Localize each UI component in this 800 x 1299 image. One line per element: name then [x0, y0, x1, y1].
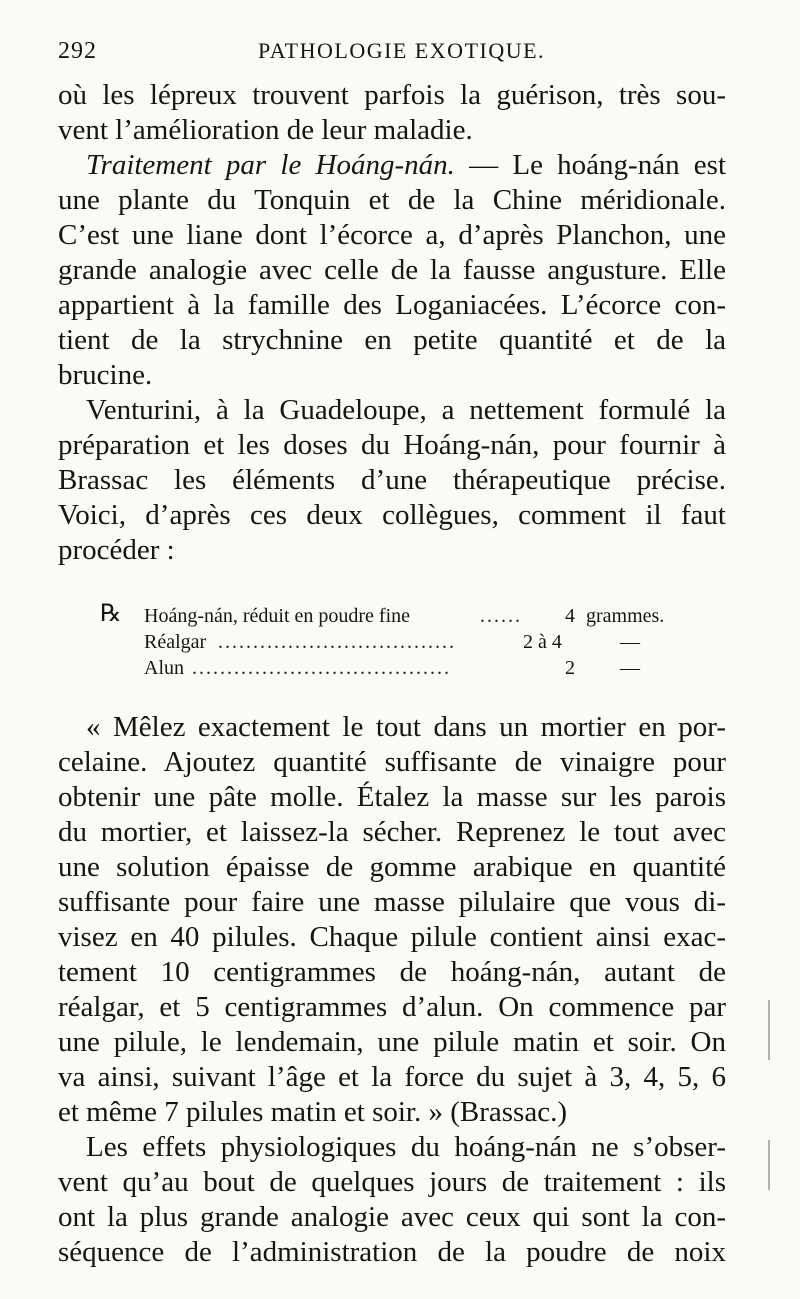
- text-line: tient de la strychnine en petite quantité et de la: [58, 324, 726, 356]
- prescription-row: [100, 603, 680, 629]
- ingredient-name: Alun: [144, 657, 184, 679]
- page-edge-mark: [768, 1140, 770, 1190]
- ingredient-unit: —: [620, 631, 640, 653]
- page-edge-mark: [768, 1000, 770, 1060]
- text-line: appartient à la famille des Loganiacées. L’écorce con-: [58, 289, 726, 321]
- prescription-row: [100, 629, 680, 655]
- text-line: [58, 148, 726, 183]
- text-line: séquence de l’administration de la poudre de noix: [58, 1236, 726, 1268]
- text-line: grande analogie avec celle de la fausse angusture. Elle: [58, 254, 726, 286]
- body-text-lower: [58, 710, 726, 1270]
- running-title: PATHOLOGIE EXOTIQUE.: [258, 38, 546, 63]
- text-line: où les lépreux trouvent parfois la guérison, très sou-: [58, 79, 726, 111]
- page-header: [58, 38, 738, 72]
- text-line: et même 7 pilules matin et soir. » (Brassac.): [58, 1096, 567, 1128]
- text-line: C’est une liane dont l’écorce a, d’après Planchon, une: [58, 219, 726, 251]
- text-line: visez en 40 pilules. Chaque pilule contient ainsi exac-: [58, 921, 726, 953]
- text-line: brucine.: [58, 359, 153, 391]
- text-line: obtenir une pâte molle. Étalez la masse sur les parois: [58, 781, 726, 813]
- prescription-table: [100, 603, 680, 681]
- text-line: tement 10 centigrammes de hoáng-nán, autant de: [58, 956, 726, 988]
- leader-dots: ......: [480, 605, 522, 627]
- ingredient-name: Hoáng-nán, réduit en poudre fine: [144, 605, 411, 627]
- ingredient-name: Réalgar: [144, 631, 207, 653]
- text-line: une plante du Tonquin et de la Chine méridionale.: [58, 184, 726, 216]
- ingredient-quantity: 2 à 4: [523, 631, 562, 653]
- text-line: une solution épaisse de gomme arabique en quantité: [58, 851, 726, 883]
- leader-dots: ..................................: [218, 631, 456, 653]
- prescription-row: [100, 655, 680, 681]
- text-line: Brassac les éléments d’une thérapeutique précise.: [58, 464, 726, 496]
- ingredient-unit: —: [620, 657, 640, 679]
- ingredient-quantity: 4: [565, 605, 575, 627]
- page-number: 292: [58, 38, 97, 64]
- text-line: procéder :: [58, 534, 175, 566]
- recipe-symbol: ℞: [100, 601, 122, 627]
- ingredient-quantity: 2: [565, 657, 575, 679]
- leader-dots: .....................................: [192, 657, 451, 679]
- body-text-upper: [58, 78, 726, 568]
- text-line: celaine. Ajoutez quantité suffisante de vinaigre pour: [58, 746, 726, 778]
- text-fragment: — Le hoáng-nán est: [469, 149, 726, 181]
- text-line: du mortier, et laissez-la sécher. Reprenez le tout avec: [58, 816, 726, 848]
- ingredient-unit: grammes.: [586, 605, 665, 627]
- text-line: réalgar, et 5 centigrammes d’alun. On commence par: [58, 991, 726, 1023]
- text-line: une pilule, le lendemain, une pilule matin et soir. On: [58, 1026, 726, 1058]
- text-line: vent qu’au bout de quelques jours de traitement : ils: [58, 1166, 726, 1198]
- text-line: « Mêlez exactement le tout dans un mortier en por-: [86, 711, 726, 743]
- text-line: va ainsi, suivant l’âge et la force du sujet à 3, 4, 5, 6: [58, 1061, 726, 1093]
- text-line: ont la plus grande analogie avec ceux qui sont la con-: [58, 1201, 726, 1233]
- section-heading: Traitement par le Hoáng-nán.: [86, 149, 455, 181]
- text-line: Les effets physiologiques du hoáng-nán ne s’obser-: [86, 1131, 726, 1163]
- text-line: vent l’amélioration de leur maladie.: [58, 114, 473, 146]
- text-line: Venturini, à la Guadeloupe, a nettement formulé la: [86, 394, 726, 426]
- text-line: suffisante pour faire une masse pilulaire que vous di-: [58, 886, 726, 918]
- text-line: Voici, d’après ces deux collègues, comment il faut: [58, 499, 726, 531]
- text-line: préparation et les doses du Hoáng-nán, pour fournir à: [58, 429, 726, 461]
